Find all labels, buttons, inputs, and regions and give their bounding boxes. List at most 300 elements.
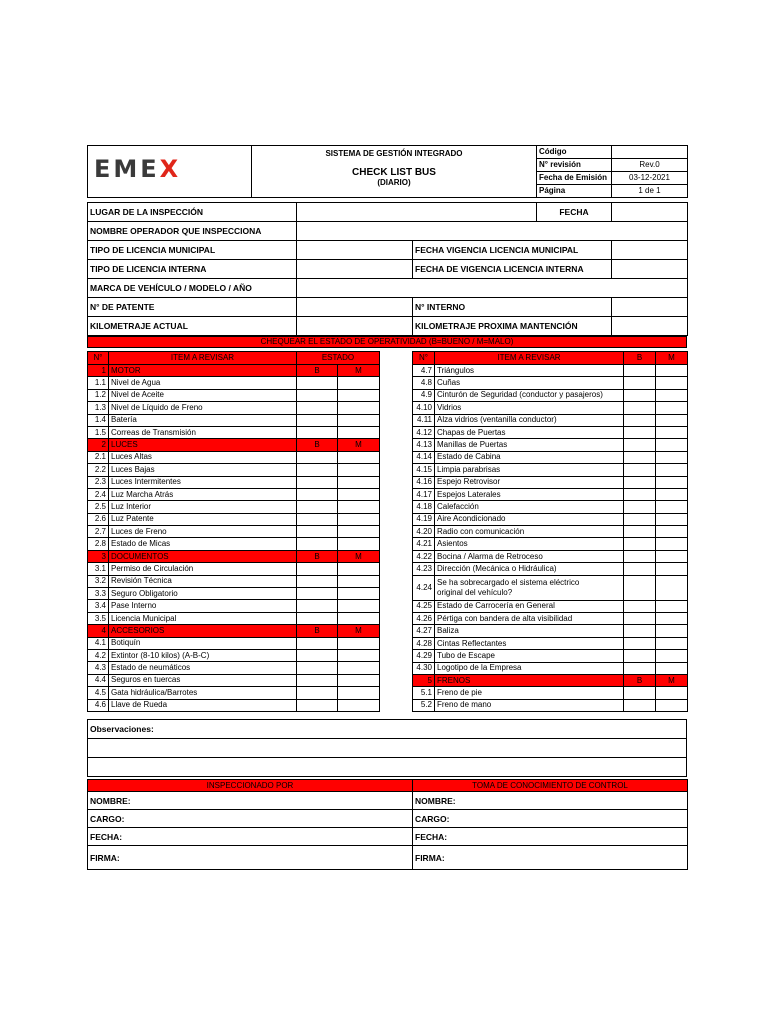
col-m-header: M bbox=[656, 352, 688, 365]
lic-interna-field[interactable] bbox=[297, 260, 413, 279]
section-title: ACCESORIOS bbox=[109, 625, 297, 637]
estado-malo-cell[interactable] bbox=[656, 613, 688, 625]
fecha-field[interactable]: FECHA: bbox=[88, 828, 413, 846]
estado-malo-cell[interactable] bbox=[656, 402, 688, 414]
estado-bueno-cell[interactable] bbox=[297, 637, 338, 649]
estado-bueno-cell[interactable] bbox=[297, 414, 338, 426]
item-number: 3.2 bbox=[88, 575, 109, 587]
table-row bbox=[413, 402, 688, 414]
item-number: 5 bbox=[413, 674, 435, 686]
inspeccionado-header: INSPECCIONADO POR bbox=[88, 780, 413, 792]
col-m-label: M bbox=[338, 439, 380, 451]
estado-malo-cell[interactable] bbox=[656, 600, 688, 612]
table-row bbox=[413, 650, 688, 662]
estado-malo-cell[interactable] bbox=[338, 426, 380, 438]
estado-bueno-cell[interactable] bbox=[297, 600, 338, 612]
meta-label: Fecha de Emisión bbox=[537, 172, 612, 185]
table-row bbox=[413, 613, 688, 625]
item-label: Gata hidráulica/Barrotes bbox=[109, 687, 297, 699]
estado-bueno-cell[interactable] bbox=[297, 402, 338, 414]
meta-value[interactable] bbox=[612, 146, 688, 159]
estado-bueno-cell[interactable] bbox=[624, 365, 656, 377]
item-label: Logotipo de la Empresa bbox=[435, 662, 624, 674]
table-row bbox=[413, 476, 688, 488]
table-row bbox=[413, 501, 688, 513]
estado-malo-cell[interactable] bbox=[338, 464, 380, 476]
table-row bbox=[413, 439, 688, 451]
item-number: 4.29 bbox=[413, 650, 435, 662]
item-number: 4.1 bbox=[88, 637, 109, 649]
table-row bbox=[88, 451, 380, 463]
item-number: 4.14 bbox=[413, 451, 435, 463]
table-row bbox=[413, 451, 688, 463]
estado-malo-cell[interactable] bbox=[656, 513, 688, 525]
meta-value: 1 de 1 bbox=[612, 185, 688, 198]
estado-malo-cell[interactable] bbox=[656, 687, 688, 699]
estado-malo-cell[interactable] bbox=[656, 414, 688, 426]
item-label: Espejo Retrovisor bbox=[435, 476, 624, 488]
estado-bueno-cell[interactable] bbox=[624, 550, 656, 562]
right-table bbox=[412, 351, 688, 712]
section-title: MOTOR bbox=[109, 365, 297, 377]
estado-bueno-cell[interactable] bbox=[624, 402, 656, 414]
estado-bueno-cell[interactable] bbox=[624, 637, 656, 649]
item-label: Luces Altas bbox=[109, 451, 297, 463]
item-number: 4.3 bbox=[88, 662, 109, 674]
km-mant-label: KILOMETRAJE PROXIMA MANTENCIÓN bbox=[413, 317, 612, 336]
left-table bbox=[87, 351, 380, 712]
item-label: Seguro Obligatorio bbox=[109, 588, 297, 600]
fecha-field[interactable] bbox=[612, 203, 688, 222]
estado-malo-cell[interactable] bbox=[656, 526, 688, 538]
table-row bbox=[413, 365, 688, 377]
estado-bueno-cell[interactable] bbox=[624, 501, 656, 513]
estado-malo-cell[interactable] bbox=[338, 513, 380, 525]
estado-bueno-cell[interactable] bbox=[297, 513, 338, 525]
item-number: 4 bbox=[88, 625, 109, 637]
estado-bueno-cell[interactable] bbox=[297, 649, 338, 661]
toma-conocimiento-header: TOMA DE CONOCIMIENTO DE CONTROL bbox=[413, 780, 688, 792]
item-label: Luz Marcha Atrás bbox=[109, 488, 297, 500]
km-actual-label: KILOMETRAJE ACTUAL bbox=[88, 317, 297, 336]
table-row bbox=[413, 513, 688, 525]
item-number: 4.25 bbox=[413, 600, 435, 612]
checklist-banner bbox=[87, 336, 687, 348]
item-label: Dirección (Mecánica o Hidráulica) bbox=[435, 563, 624, 575]
item-number: 4.26 bbox=[413, 613, 435, 625]
table-row bbox=[88, 588, 380, 600]
table-row bbox=[88, 389, 380, 401]
observaciones-table bbox=[87, 719, 687, 777]
table-row bbox=[88, 600, 380, 612]
table-row bbox=[88, 649, 380, 661]
item-number: 5.2 bbox=[413, 699, 435, 711]
estado-bueno-cell[interactable] bbox=[297, 389, 338, 401]
estado-malo-cell[interactable] bbox=[338, 563, 380, 575]
estado-malo-cell[interactable] bbox=[656, 476, 688, 488]
item-number: 4.23 bbox=[413, 563, 435, 575]
interno-label: N° INTERNO bbox=[413, 298, 612, 317]
checklist-right bbox=[412, 351, 687, 712]
item-number: 2.8 bbox=[88, 538, 109, 550]
item-label: Calefacción bbox=[435, 501, 624, 513]
item-number: 2.2 bbox=[88, 464, 109, 476]
item-number: 4.20 bbox=[413, 526, 435, 538]
section-row bbox=[88, 550, 380, 562]
item-number: 4.30 bbox=[413, 662, 435, 674]
firma-field[interactable]: FIRMA: bbox=[413, 846, 688, 870]
item-label: Limpia parabrisas bbox=[435, 464, 624, 476]
table-row bbox=[413, 637, 688, 649]
meta-value: 03-12-2021 bbox=[612, 172, 688, 185]
signatures-block bbox=[87, 779, 687, 870]
item-number: 1 bbox=[88, 365, 109, 377]
estado-malo-cell[interactable] bbox=[656, 501, 688, 513]
table-row bbox=[88, 414, 380, 426]
item-number: 3.5 bbox=[88, 612, 109, 624]
cargo-field[interactable]: CARGO: bbox=[413, 810, 688, 828]
lugar-field[interactable] bbox=[297, 203, 537, 222]
observaciones-label: Observaciones: bbox=[88, 720, 687, 739]
estado-bueno-cell[interactable] bbox=[624, 426, 656, 438]
item-number: 3.3 bbox=[88, 588, 109, 600]
estado-bueno-cell[interactable] bbox=[297, 501, 338, 513]
table-row bbox=[413, 526, 688, 538]
item-label: Alza vidrios (ventanilla conductor) bbox=[435, 414, 624, 426]
estado-bueno-cell[interactable] bbox=[624, 526, 656, 538]
banner-text: CHEQUEAR EL ESTADO DE OPERATIVIDAD (B=BUENO / M=MALO) bbox=[260, 337, 514, 346]
item-label: Estado de neumáticos bbox=[109, 662, 297, 674]
estado-bueno-cell[interactable] bbox=[297, 464, 338, 476]
section-title: DOCUMENTOS bbox=[109, 550, 297, 562]
operador-field[interactable] bbox=[297, 222, 688, 241]
item-number: 4.11 bbox=[413, 414, 435, 426]
item-label: Triángulos bbox=[435, 365, 624, 377]
item-number: 2.3 bbox=[88, 476, 109, 488]
estado-malo-cell[interactable] bbox=[656, 389, 688, 401]
estado-bueno-cell[interactable] bbox=[624, 377, 656, 389]
estado-malo-cell[interactable] bbox=[338, 687, 380, 699]
km-actual-field[interactable] bbox=[297, 317, 413, 336]
cargo-field[interactable]: CARGO: bbox=[88, 810, 413, 828]
col-item-header: ITEM A REVISAR bbox=[109, 352, 297, 365]
estado-malo-cell[interactable] bbox=[338, 402, 380, 414]
estado-malo-cell[interactable] bbox=[656, 377, 688, 389]
section-title: LUCES bbox=[109, 439, 297, 451]
item-number: 3.4 bbox=[88, 600, 109, 612]
estado-malo-cell[interactable] bbox=[338, 612, 380, 624]
estado-malo-cell[interactable] bbox=[656, 662, 688, 674]
item-number: 4.19 bbox=[413, 513, 435, 525]
estado-malo-cell[interactable] bbox=[338, 476, 380, 488]
estado-malo-cell[interactable] bbox=[656, 637, 688, 649]
item-number: 4.5 bbox=[88, 687, 109, 699]
estado-malo-cell[interactable] bbox=[338, 575, 380, 587]
km-mant-field[interactable] bbox=[612, 317, 688, 336]
estado-malo-cell[interactable] bbox=[656, 365, 688, 377]
estado-malo-cell[interactable] bbox=[656, 464, 688, 476]
estado-malo-cell[interactable] bbox=[656, 451, 688, 463]
item-label: Estado de Micas bbox=[109, 538, 297, 550]
item-number: 4.7 bbox=[413, 365, 435, 377]
estado-malo-cell[interactable] bbox=[656, 488, 688, 500]
table-row bbox=[88, 426, 380, 438]
item-number: 2.7 bbox=[88, 526, 109, 538]
table-row bbox=[413, 699, 688, 711]
item-number: 2.5 bbox=[88, 501, 109, 513]
item-label: Baliza bbox=[435, 625, 624, 637]
item-label: Licencia Municipal bbox=[109, 612, 297, 624]
estado-bueno-cell[interactable] bbox=[624, 613, 656, 625]
interno-field[interactable] bbox=[612, 298, 688, 317]
table-row bbox=[413, 389, 688, 401]
estado-bueno-cell[interactable] bbox=[297, 612, 338, 624]
table-row bbox=[413, 426, 688, 438]
item-number: 1.3 bbox=[88, 402, 109, 414]
table-row bbox=[413, 550, 688, 562]
estado-bueno-cell[interactable] bbox=[297, 563, 338, 575]
estado-malo-cell[interactable] bbox=[338, 377, 380, 389]
col-b-label: B bbox=[297, 439, 338, 451]
item-label bbox=[435, 575, 624, 600]
item-label: Vidrios bbox=[435, 402, 624, 414]
estado-malo-cell[interactable] bbox=[656, 625, 688, 637]
item-number: 4.6 bbox=[88, 699, 109, 711]
estado-malo-cell[interactable] bbox=[338, 637, 380, 649]
estado-bueno-cell[interactable] bbox=[624, 650, 656, 662]
estado-bueno-cell[interactable] bbox=[624, 563, 656, 575]
item-label: Pértiga con bandera de alta visibilidad bbox=[435, 613, 624, 625]
lugar-label: LUGAR DE LA INSPECCIÓN bbox=[88, 203, 297, 222]
meta-label: N° revisión bbox=[537, 159, 612, 172]
estado-malo-cell[interactable] bbox=[338, 649, 380, 661]
table-row bbox=[413, 414, 688, 426]
patente-field[interactable] bbox=[297, 298, 413, 317]
estado-bueno-cell[interactable] bbox=[297, 687, 338, 699]
estado-bueno-cell[interactable] bbox=[624, 600, 656, 612]
table-row bbox=[413, 687, 688, 699]
col-n-header: N° bbox=[413, 352, 435, 365]
item-number: 1.2 bbox=[88, 389, 109, 401]
item-number: 4.27 bbox=[413, 625, 435, 637]
item-number: 4.15 bbox=[413, 464, 435, 476]
item-label: Seguros en tuercas bbox=[109, 674, 297, 686]
estado-malo-cell[interactable] bbox=[338, 414, 380, 426]
estado-bueno-cell[interactable] bbox=[624, 687, 656, 699]
patente-label: N° DE PATENTE bbox=[88, 298, 297, 317]
section-row bbox=[413, 674, 688, 686]
estado-bueno-cell[interactable] bbox=[624, 513, 656, 525]
table-row bbox=[88, 526, 380, 538]
table-row bbox=[88, 637, 380, 649]
item-label: Luces Intermitentes bbox=[109, 476, 297, 488]
observaciones-line[interactable] bbox=[88, 739, 687, 758]
table-row bbox=[88, 464, 380, 476]
estado-bueno-cell[interactable] bbox=[624, 439, 656, 451]
estado-bueno-cell[interactable] bbox=[297, 662, 338, 674]
estado-bueno-cell[interactable] bbox=[297, 588, 338, 600]
info-table bbox=[87, 202, 688, 336]
estado-bueno-cell[interactable] bbox=[297, 526, 338, 538]
signatures-table bbox=[87, 779, 688, 870]
lic-interna-label: TIPO DE LICENCIA INTERNA bbox=[88, 260, 297, 279]
col-item-header: ITEM A REVISAR bbox=[435, 352, 624, 365]
estado-malo-cell[interactable] bbox=[338, 538, 380, 550]
meta-label: Código bbox=[537, 146, 612, 159]
table-row bbox=[88, 402, 380, 414]
estado-bueno-cell[interactable] bbox=[297, 451, 338, 463]
estado-bueno-cell[interactable] bbox=[624, 538, 656, 550]
operador-label: NOMBRE OPERADOR QUE INSPECCIONA bbox=[88, 222, 297, 241]
item-label: Luces Bajas bbox=[109, 464, 297, 476]
item-label: Nivel de Agua bbox=[109, 377, 297, 389]
item-number: 4.12 bbox=[413, 426, 435, 438]
item-label: Cintas Reflectantes bbox=[435, 637, 624, 649]
estado-malo-cell[interactable] bbox=[656, 575, 688, 600]
lic-municipal-label: TIPO DE LICENCIA MUNICIPAL bbox=[88, 241, 297, 260]
table-row bbox=[88, 674, 380, 686]
item-number: 4.8 bbox=[413, 377, 435, 389]
col-b-label: B bbox=[297, 625, 338, 637]
meta-value: Rev.0 bbox=[612, 159, 688, 172]
firma-field[interactable]: FIRMA: bbox=[88, 846, 413, 870]
estado-bueno-cell[interactable] bbox=[624, 414, 656, 426]
col-b-header: B bbox=[624, 352, 656, 365]
section-row bbox=[88, 439, 380, 451]
estado-bueno-cell[interactable] bbox=[624, 464, 656, 476]
estado-malo-cell[interactable] bbox=[338, 451, 380, 463]
nombre-field[interactable]: NOMBRE: bbox=[413, 792, 688, 810]
vig-interna-field[interactable] bbox=[612, 260, 688, 279]
estado-bueno-cell[interactable] bbox=[624, 389, 656, 401]
item-number: 4.10 bbox=[413, 402, 435, 414]
table-row bbox=[88, 575, 380, 587]
estado-bueno-cell[interactable] bbox=[297, 674, 338, 686]
estado-malo-cell[interactable] bbox=[338, 674, 380, 686]
table-row bbox=[88, 488, 380, 500]
table-row bbox=[413, 575, 688, 600]
table-row bbox=[88, 538, 380, 550]
estado-malo-cell[interactable] bbox=[656, 538, 688, 550]
observaciones-line[interactable] bbox=[88, 758, 687, 777]
table-row bbox=[413, 600, 688, 612]
estado-malo-cell[interactable] bbox=[656, 550, 688, 562]
item-number: 4.24 bbox=[413, 575, 435, 600]
page-subtitle: (DIARIO) bbox=[377, 178, 411, 187]
item-label: Aire Acondicionado bbox=[435, 513, 624, 525]
estado-bueno-cell[interactable] bbox=[624, 476, 656, 488]
item-number: 4.4 bbox=[88, 674, 109, 686]
item-label: Nivel de Aceite bbox=[109, 389, 297, 401]
item-number: 4.28 bbox=[413, 637, 435, 649]
estado-bueno-cell[interactable] bbox=[297, 426, 338, 438]
nombre-field[interactable]: NOMBRE: bbox=[88, 792, 413, 810]
table-row bbox=[88, 476, 380, 488]
table-row bbox=[88, 501, 380, 513]
item-number: 4.18 bbox=[413, 501, 435, 513]
vig-municipal-field[interactable] bbox=[612, 241, 688, 260]
logo: EMEX bbox=[88, 146, 252, 198]
section-row bbox=[88, 365, 380, 377]
col-n-header: N° bbox=[88, 352, 109, 365]
table-row bbox=[413, 488, 688, 500]
table-row bbox=[413, 538, 688, 550]
item-label: Estado de Carrocería en General bbox=[435, 600, 624, 612]
estado-bueno-cell[interactable] bbox=[297, 476, 338, 488]
estado-bueno-cell[interactable] bbox=[624, 488, 656, 500]
marca-field[interactable] bbox=[297, 279, 688, 298]
col-b-label: B bbox=[297, 550, 338, 562]
estado-malo-cell[interactable] bbox=[338, 699, 380, 711]
estado-malo-cell[interactable] bbox=[338, 600, 380, 612]
item-number: 4.16 bbox=[413, 476, 435, 488]
item-number: 2 bbox=[88, 439, 109, 451]
estado-malo-cell[interactable] bbox=[338, 501, 380, 513]
estado-malo-cell[interactable] bbox=[338, 526, 380, 538]
estado-malo-cell[interactable] bbox=[338, 588, 380, 600]
col-m-label: M bbox=[656, 674, 688, 686]
estado-bueno-cell[interactable] bbox=[624, 625, 656, 637]
estado-bueno-cell[interactable] bbox=[624, 662, 656, 674]
header-title-block bbox=[252, 146, 537, 198]
col-b-label: B bbox=[624, 674, 656, 686]
vehicle-info bbox=[87, 202, 687, 336]
item-number: 2.1 bbox=[88, 451, 109, 463]
item-label: Nivel de Líquido de Freno bbox=[109, 402, 297, 414]
estado-malo-cell[interactable] bbox=[656, 439, 688, 451]
marca-label: MARCA DE VEHÍCULO / MODELO / AÑO bbox=[88, 279, 297, 298]
estado-malo-cell[interactable] bbox=[338, 389, 380, 401]
item-number: 5.1 bbox=[413, 687, 435, 699]
observaciones-block bbox=[87, 719, 687, 777]
estado-malo-cell[interactable] bbox=[656, 699, 688, 711]
estado-malo-cell[interactable] bbox=[656, 563, 688, 575]
table-row bbox=[88, 513, 380, 525]
item-number: 2.6 bbox=[88, 513, 109, 525]
estado-malo-cell[interactable] bbox=[338, 488, 380, 500]
item-label: Botiquín bbox=[109, 637, 297, 649]
item-label: Cinturón de Seguridad (conductor y pasajeros) bbox=[435, 389, 624, 401]
item-number: 4.13 bbox=[413, 439, 435, 451]
estado-bueno-cell[interactable] bbox=[297, 575, 338, 587]
col-m-label: M bbox=[338, 550, 380, 562]
header-table bbox=[87, 145, 688, 198]
estado-malo-cell[interactable] bbox=[656, 426, 688, 438]
table-row bbox=[88, 687, 380, 699]
estado-bueno-cell[interactable] bbox=[624, 451, 656, 463]
checklist-left bbox=[87, 351, 379, 712]
item-number: 2.4 bbox=[88, 488, 109, 500]
item-label: Correas de Transmisión bbox=[109, 426, 297, 438]
estado-bueno-cell[interactable] bbox=[297, 699, 338, 711]
item-label: Extintor (8-10 kilos) (A-B-C) bbox=[109, 649, 297, 661]
table-row bbox=[88, 377, 380, 389]
fecha-field[interactable]: FECHA: bbox=[413, 828, 688, 846]
table-row bbox=[413, 662, 688, 674]
col-m-label: M bbox=[338, 365, 380, 377]
estado-bueno-cell[interactable] bbox=[297, 377, 338, 389]
estado-bueno-cell[interactable] bbox=[297, 538, 338, 550]
item-label-line: Se ha sobrecargado el sistema eléctrico bbox=[437, 577, 580, 587]
estado-bueno-cell[interactable] bbox=[624, 575, 656, 600]
estado-malo-cell[interactable] bbox=[338, 662, 380, 674]
estado-bueno-cell[interactable] bbox=[624, 699, 656, 711]
estado-malo-cell[interactable] bbox=[656, 650, 688, 662]
estado-bueno-cell[interactable] bbox=[297, 488, 338, 500]
lic-municipal-field[interactable] bbox=[297, 241, 413, 260]
col-b-label: B bbox=[297, 365, 338, 377]
document-header bbox=[87, 145, 687, 199]
